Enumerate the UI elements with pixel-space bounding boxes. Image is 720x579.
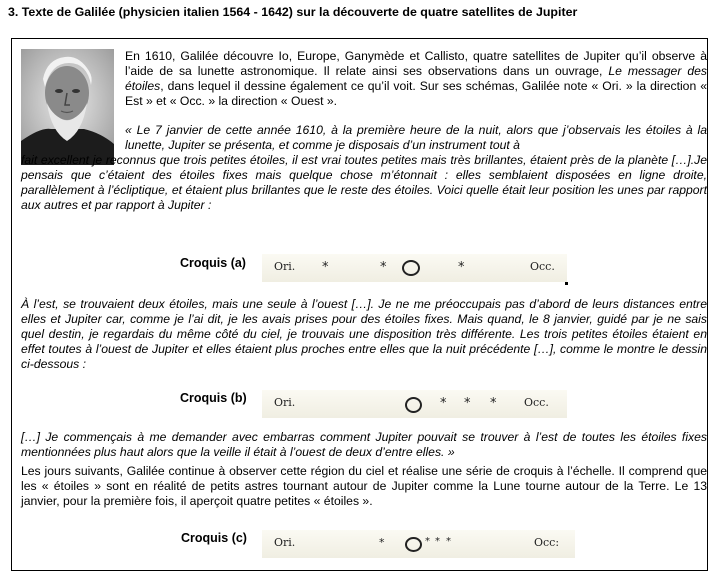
croquis-b-sketch (262, 390, 567, 418)
star-icon: * (379, 536, 385, 549)
ori-label: Ori. (274, 260, 296, 273)
intro-text-b: , dans lequel il dessine également ce qu’il voit. Sur ses schémas, Galilée note « Ori. » la direction « Est » et « Occ. » la direction « Ouest ». (125, 79, 707, 108)
star-icon: * (425, 536, 430, 547)
jupiter-icon (405, 397, 422, 413)
star-icon: * (464, 396, 471, 411)
star-icon: * (435, 536, 440, 547)
occ-label: Occ. (530, 260, 555, 273)
ori-label: Ori. (274, 536, 296, 549)
croquis-a-label: Croquis (a) (180, 256, 246, 270)
galileo-portrait (21, 49, 114, 165)
star-icon: * (446, 536, 451, 547)
star-icon: * (440, 396, 447, 411)
croquis-b-label: Croquis (b) (180, 391, 247, 405)
quote-1-rest: fait excellent je reconnus que trois petites étoiles, il est vrai toutes petites mais très brillantes, étaient près de la planète […].Je pensais que c’étaient des étoiles fixes mais quelque chose m’étonnait : elles semblaient disposées en ligne droite, parallèlement à l’écliptique, et étaient plus brillantes que le reste des étoiles. Voici quelle était leur position les unes par rapport aux autres et par rapport à Jupiter : (21, 153, 707, 212)
book-title: Le messager des étoiles (125, 64, 707, 93)
star-icon: * (322, 260, 329, 275)
conclusion-paragraph: Les jours suivants, Galilée continue à observer cette région du ciel et réalise une série de croquis à l’échelle. Il comprend que les « étoiles » sont en réalité de petits astres tournant autour de Jupiter comme la Lune tourne autour de la Terre. Le 13 janvier, pour la première fois, il aperçoit quatre petites « étoiles ». (21, 464, 707, 508)
star-icon: * (490, 396, 497, 411)
quote-1-top: « Le 7 janvier de cette année 1610, à la première heure de la nuit, alors que j’observais les étoiles à la lunette, Jupiter se présenta, et comme je disposais d’un instrument tout à (125, 123, 707, 152)
occ-label: Occ. (524, 396, 549, 409)
jupiter-icon (402, 260, 420, 276)
croquis-c-sketch (262, 530, 575, 558)
occ-label: Occ: (534, 536, 560, 549)
intro-text-a: En 1610, Galilée découvre Io, Europe, Ganymède et Callisto, quatre satellites de Jupiter qu’il observe à l’aide de sa lunette astronomique. Il relate ainsi ses observations dans un ouvrage, (125, 49, 707, 78)
intro-paragraph (125, 49, 707, 109)
croquis-c-label: Croquis (c) (181, 531, 247, 545)
croquis-a-sketch (262, 254, 567, 282)
star-icon: * (458, 260, 465, 275)
dot-mark (565, 282, 568, 285)
jupiter-icon (405, 537, 422, 552)
ori-label: Ori. (274, 396, 296, 409)
section-title: 3. Texte de Galilée (physicien italien 1564 - 1642) sur la découverte de quatre satellites de Jupiter (8, 5, 578, 19)
quote-2: À l’est, se trouvaient deux étoiles, mais une seule à l’ouest […]. Je ne me préoccupais pas d’abord de leurs distances entre elles et Jupiter car, comme je l’ai dit, je les avais prises pour des étoiles fixes. Mais quand, le 8 janvier, guidé par je ne sais quel destin, je regardais du même côté du ciel, je trouvais une disposition très différente. Les trois petites étoiles étaient en effet toutes à l’ouest de Jupiter et elles étaient plus proches entre elles que la nuit précédente […], comme le montre le dessin ci-dessous : (21, 297, 707, 371)
star-icon: * (380, 260, 387, 275)
quote-3: […] Je commençais à me demander avec embarras comment Jupiter pouvait se trouver à l’est de toutes les étoiles fixes mentionnées plus haut alors que la veille il était à l’ouest de deux d’entre elles. » (21, 430, 707, 459)
